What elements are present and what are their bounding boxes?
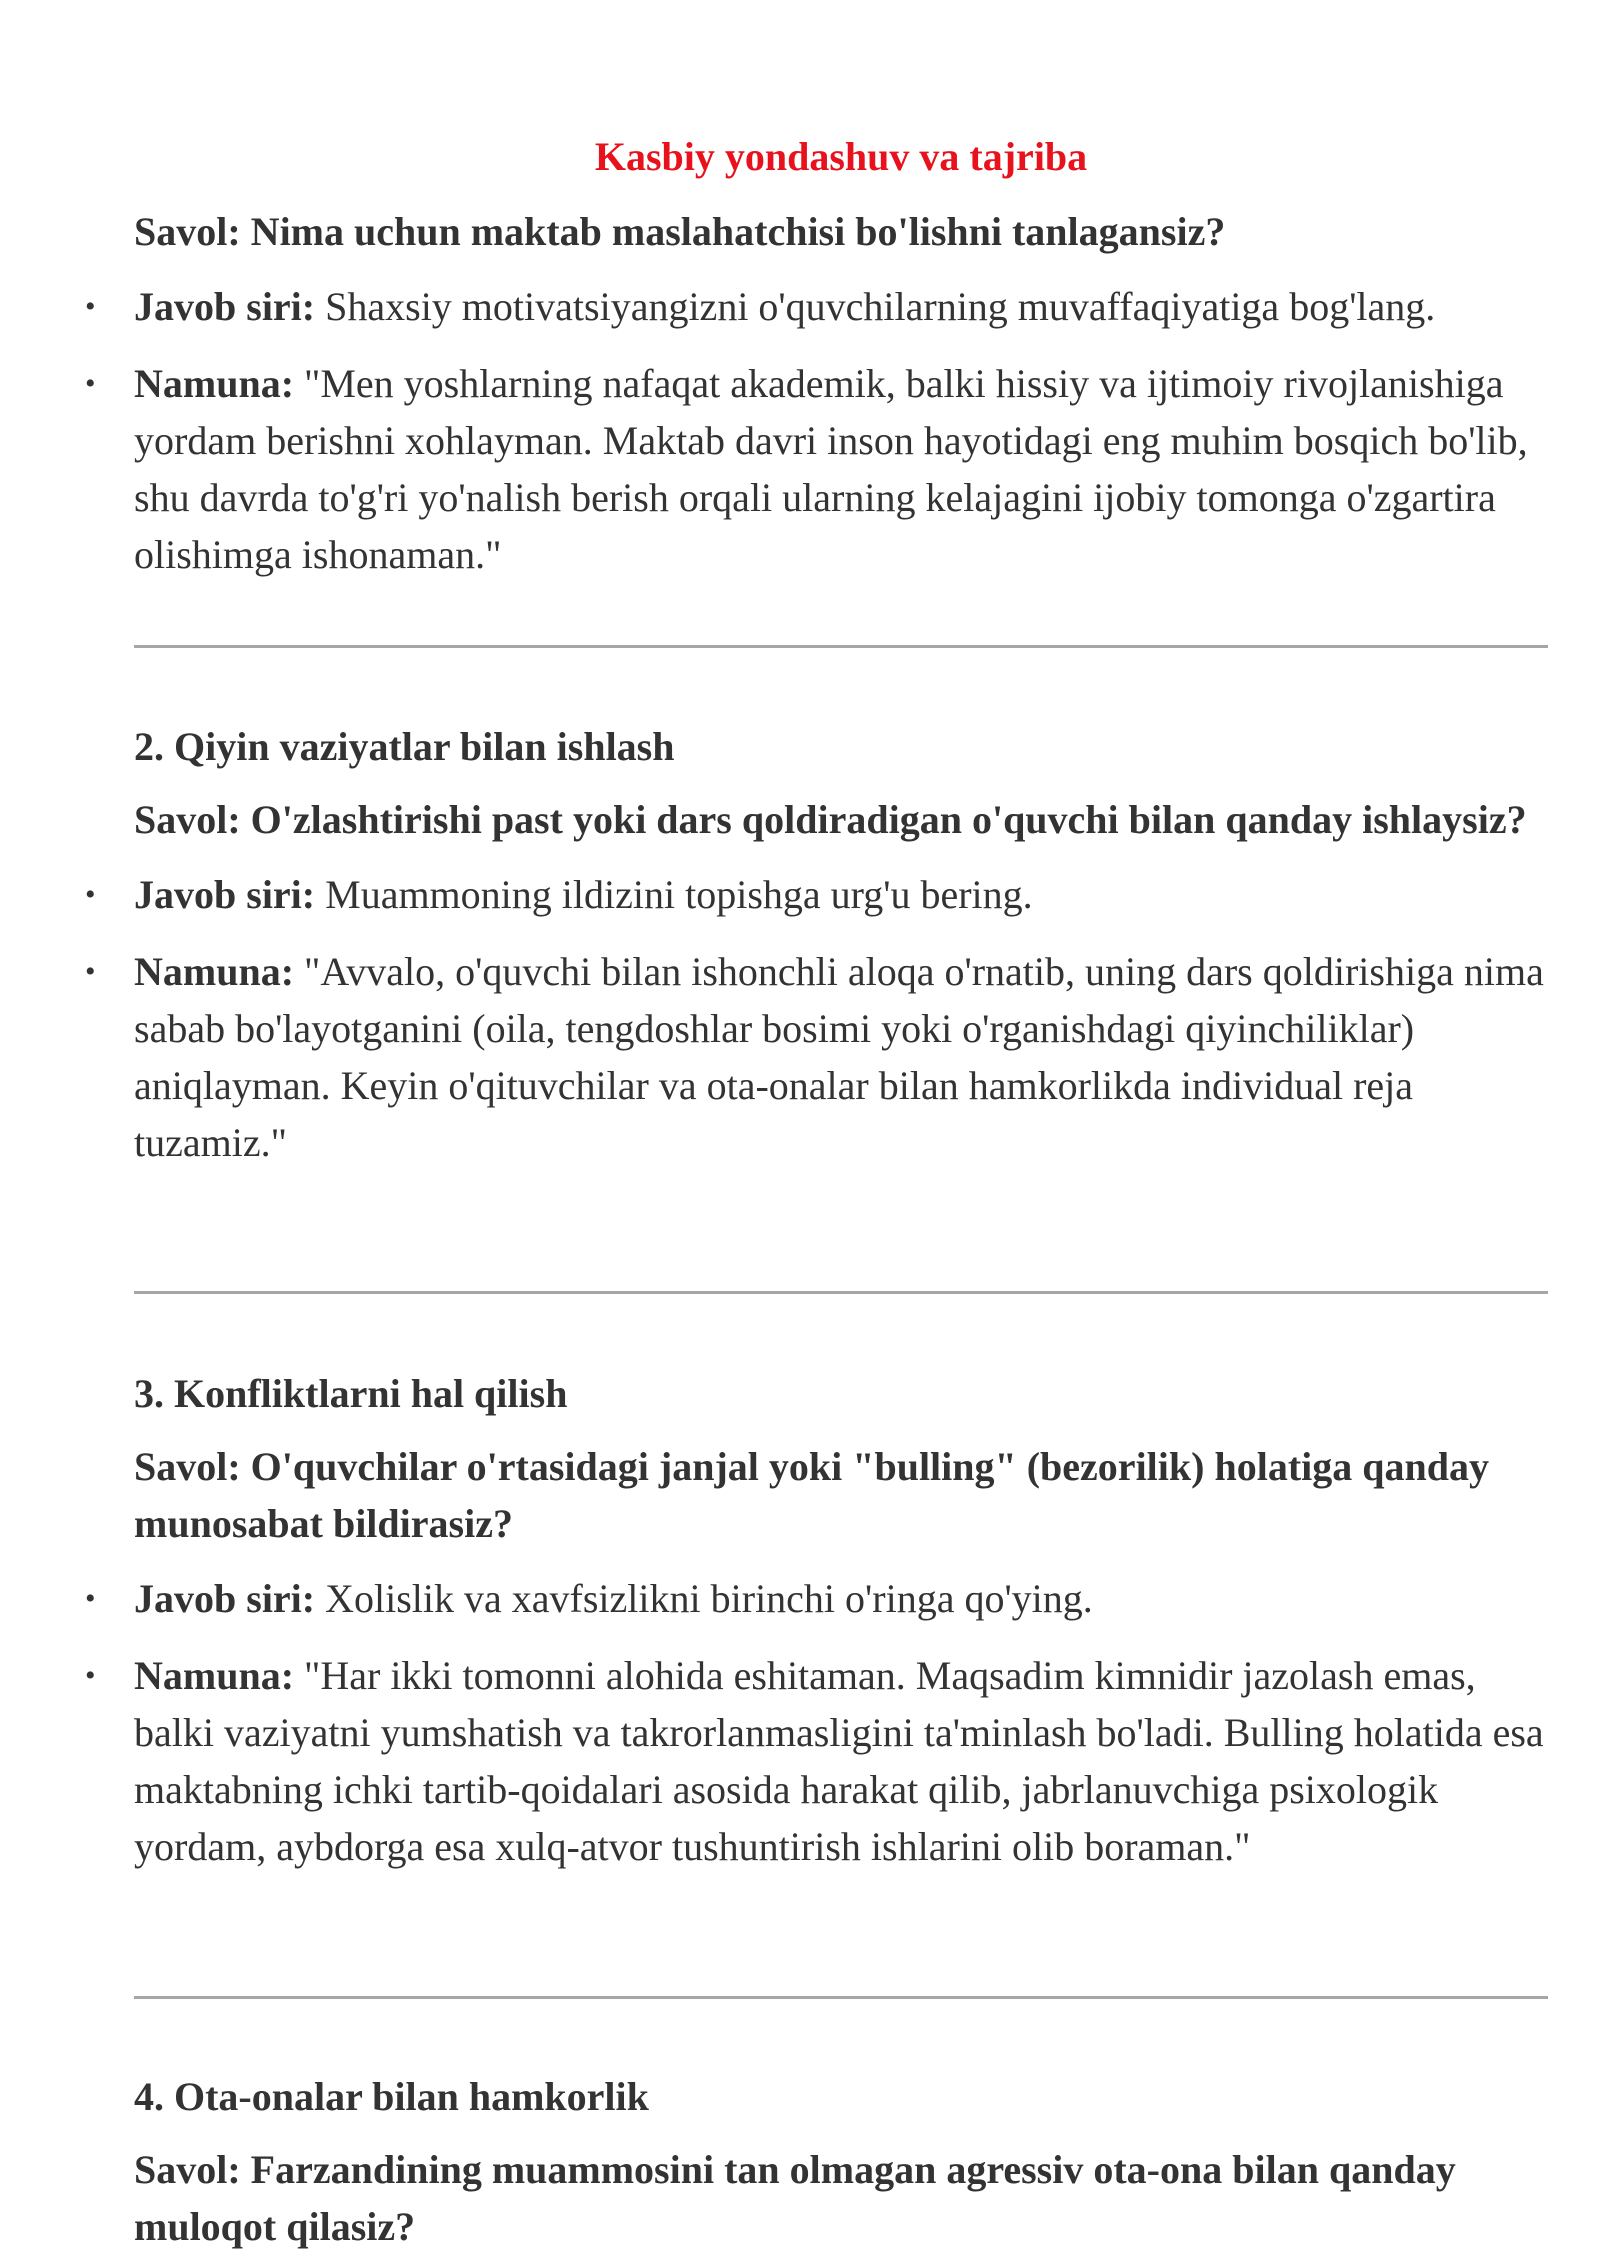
example-text: "Har ikki tomonni alohida eshitaman. Maqsadim kimnidir jazolash emas, balki vaziyatni yumshatish va takrorlanmasligini ta'minlash bo'ladi. Bulling holatida esa maktabning ichki tartib-qoidalari asosida harakat qilib, jabrlanuvchiga psixologik yordam, aybdorga esa xulq-atvor tushuntirish ishlarini olib boraman.": [134, 1653, 1544, 1869]
bullet-icon: •: [85, 1659, 96, 1692]
tip-label: Javob siri:: [134, 1576, 316, 1621]
example-text: "Avvalo, o'quvchi bilan ishonchli aloqa o'rnatib, uning dars qoldirishiga nima sabab bo'layotganini (oila, tengdoshlar bosimi yoki o'rganishdagi qiyinchiliklar) aniqlayman. Keyin o'qituvchilar va ota-onalar bilan hamkorlikda individual reja tuzamiz.": [134, 949, 1544, 1165]
bullet-icon: •: [85, 955, 96, 988]
example-label: Namuna:: [134, 361, 295, 406]
list-item: [85, 943, 1548, 1171]
tip-text: Shaxsiy motivatsiyangizni o'quvchilarning muvaffaqiyatiga bog'lang.: [315, 284, 1436, 329]
answer-points-3: [85, 1570, 1548, 1875]
example-label: Namuna:: [134, 1653, 295, 1698]
section-4: [134, 2069, 1548, 2255]
divider: [134, 645, 1548, 648]
list-item: [85, 1570, 1548, 1627]
example-label: Namuna:: [134, 949, 295, 994]
section-2: [85, 719, 1548, 1191]
divider: [134, 1291, 1548, 1294]
answer-points-2: [85, 866, 1548, 1171]
list-item: [85, 1647, 1548, 1875]
bullet-icon: •: [85, 1582, 96, 1615]
section-3: [85, 1366, 1548, 1895]
question-3: Savol: O'quvchilar o'rtasidagi janjal yoki "bulling" (bezorilik) holatiga qanday munosabat bildirasiz?: [134, 1444, 1489, 1546]
document-title: Kasbiy yondashuv va tajriba: [594, 134, 1088, 179]
section-1: [85, 203, 1548, 603]
list-item: [85, 355, 1548, 583]
tip-label: Javob siri:: [134, 284, 316, 329]
answer-points-1: [85, 278, 1548, 583]
bullet-icon: •: [85, 878, 96, 911]
question-1: Savol: Nima uchun maktab maslahatchisi bo'lishni tanlagansiz?: [134, 209, 1226, 254]
list-item: [85, 278, 1548, 335]
section-heading-3: 3. Konfliktlarni hal qilish: [134, 1371, 568, 1416]
bullet-icon: •: [85, 367, 96, 400]
example-text: "Men yoshlarning nafaqat akademik, balki hissiy va ijtimoiy rivojlanishiga yordam berishni xohlayman. Maktab davri inson hayotidagi eng muhim bosqich bo'lib, shu davrda to'g'ri yo'nalish berish orqali ularning kelajagini ijobiy tomonga o'zgartira olishimga ishonaman.": [134, 361, 1528, 577]
section-heading-4: 4. Ota-onalar bilan hamkorlik: [134, 2074, 649, 2119]
tip-label: Javob siri:: [134, 872, 316, 917]
divider: [134, 1996, 1548, 1999]
question-2: Savol: O'zlashtirishi past yoki dars qoldiradigan o'quvchi bilan qanday ishlaysiz?: [134, 797, 1527, 842]
bullet-icon: •: [85, 290, 96, 323]
tip-text: Xolislik va xavfsizlikni birinchi o'ringa qo'ying.: [315, 1576, 1093, 1621]
list-item: [85, 866, 1548, 923]
section-heading-2: 2. Qiyin vaziyatlar bilan ishlash: [134, 724, 675, 769]
question-4: Savol: Farzandining muammosini tan olmagan agressiv ota-ona bilan qanday muloqot qilasiz?: [134, 2147, 1456, 2249]
tip-text: Muammoning ildizini topishga urg'u bering.: [315, 872, 1033, 917]
